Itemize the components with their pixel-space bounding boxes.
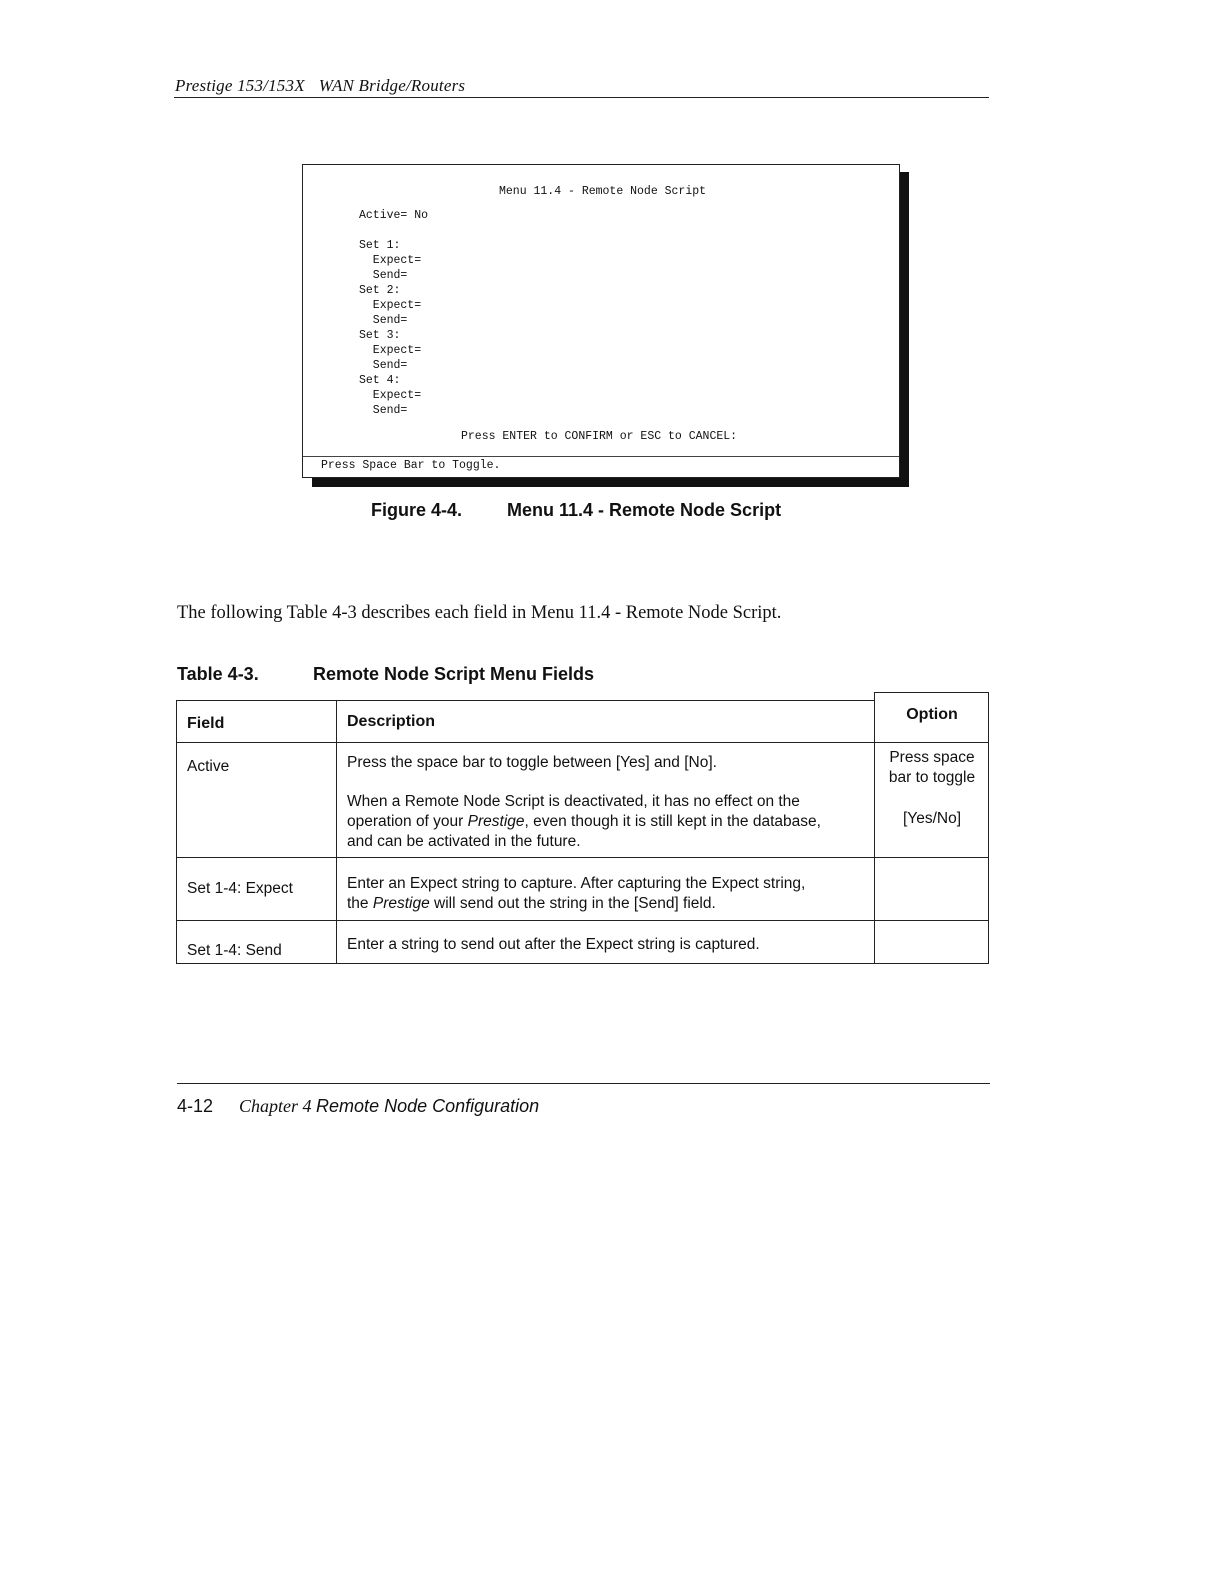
table-cell-option: Press space <box>889 749 975 766</box>
table-rule <box>874 692 989 693</box>
footer-chapter-title: Remote Node Configuration <box>316 1096 540 1116</box>
header-option: Option <box>906 706 958 723</box>
terminal-line: Set 1: <box>359 239 401 252</box>
table-rule <box>176 857 989 858</box>
terminal-active-line: Active= No <box>359 209 429 222</box>
terminal-line: Expect= <box>359 254 422 267</box>
terminal-line: Send= <box>359 359 408 372</box>
terminal-shadow-right <box>899 172 909 480</box>
header-subtitle: WAN Bridge/Routers <box>318 76 466 95</box>
table-rule <box>176 742 989 743</box>
terminal-line: Set 4: <box>359 374 401 387</box>
table-rule <box>176 920 989 921</box>
header-description: Description <box>347 713 436 730</box>
running-header <box>175 76 465 96</box>
product-name-emphasis: Prestige <box>467 813 525 830</box>
table-rule <box>176 700 875 701</box>
running-footer <box>177 1096 539 1117</box>
intro-paragraph: The following Table 4-3 describes each field in Menu 11.4 - Remote Node Script. <box>177 603 782 623</box>
header-rule <box>174 97 989 98</box>
terminal-line: Send= <box>359 269 408 282</box>
table-cell-field: Active <box>187 758 230 775</box>
header-product: Prestige 153/153X <box>175 76 305 95</box>
table-cell-description: Enter an Expect string to capture. After capturing the Expect string, <box>347 875 806 892</box>
table-label: Table 4-3. <box>177 664 259 684</box>
terminal-screen <box>302 164 900 478</box>
table-cell-description: and can be activated in the future. <box>347 833 581 850</box>
table-title: Remote Node Script Menu Fields <box>313 664 595 684</box>
description-text: operation of your <box>347 813 468 830</box>
terminal-line: Send= <box>359 314 408 327</box>
table-rule <box>176 700 177 964</box>
terminal-line: Expect= <box>359 389 422 402</box>
terminal-title: Menu 11.4 - Remote Node Script <box>499 185 707 198</box>
table-cell-description: Enter a string to send out after the Expect string is captured. <box>347 936 760 953</box>
table-cell-field: Set 1-4: Send <box>187 942 282 959</box>
figure-label: Figure 4-4. <box>371 500 463 520</box>
table-cell-description: When a Remote Node Script is deactivated, it has no effect on the <box>347 793 800 810</box>
terminal-line: Expect= <box>359 299 422 312</box>
header-field: Field <box>187 715 225 732</box>
table-rule <box>988 692 989 964</box>
table-rule <box>874 692 875 964</box>
terminal-line: Send= <box>359 404 408 417</box>
terminal-line: Expect= <box>359 344 422 357</box>
table-rule <box>176 963 989 964</box>
table-cell-field: Set 1-4: Expect <box>187 880 293 897</box>
terminal-divider <box>303 456 899 457</box>
description-text: , even though it is still kept in the database, <box>524 813 821 830</box>
terminal-line: Set 2: <box>359 284 401 297</box>
table-cell-description <box>347 894 716 914</box>
terminal-prompt: Press ENTER to CONFIRM or ESC to CANCEL: <box>461 430 738 443</box>
description-text: will send out the string in the [Send] field. <box>429 895 716 912</box>
terminal-line: Set 3: <box>359 329 401 342</box>
table-cell-description <box>347 812 821 832</box>
terminal-status: Press Space Bar to Toggle. <box>321 459 501 472</box>
table-cell-description: Press the space bar to toggle between [Yes] and [No]. <box>347 754 717 771</box>
footer-chapter: Chapter 4 <box>239 1096 312 1116</box>
description-text: the <box>347 895 373 912</box>
table-cell-option: [Yes/No] <box>902 810 962 827</box>
page-number: 4-12 <box>177 1096 214 1116</box>
figure-title: Menu 11.4 - Remote Node Script <box>507 500 782 520</box>
product-name-emphasis: Prestige <box>372 895 430 912</box>
table-rule <box>336 700 337 964</box>
table-cell-option: bar to toggle <box>888 769 976 786</box>
terminal-shadow-bottom <box>312 477 909 487</box>
footer-rule <box>177 1083 990 1084</box>
